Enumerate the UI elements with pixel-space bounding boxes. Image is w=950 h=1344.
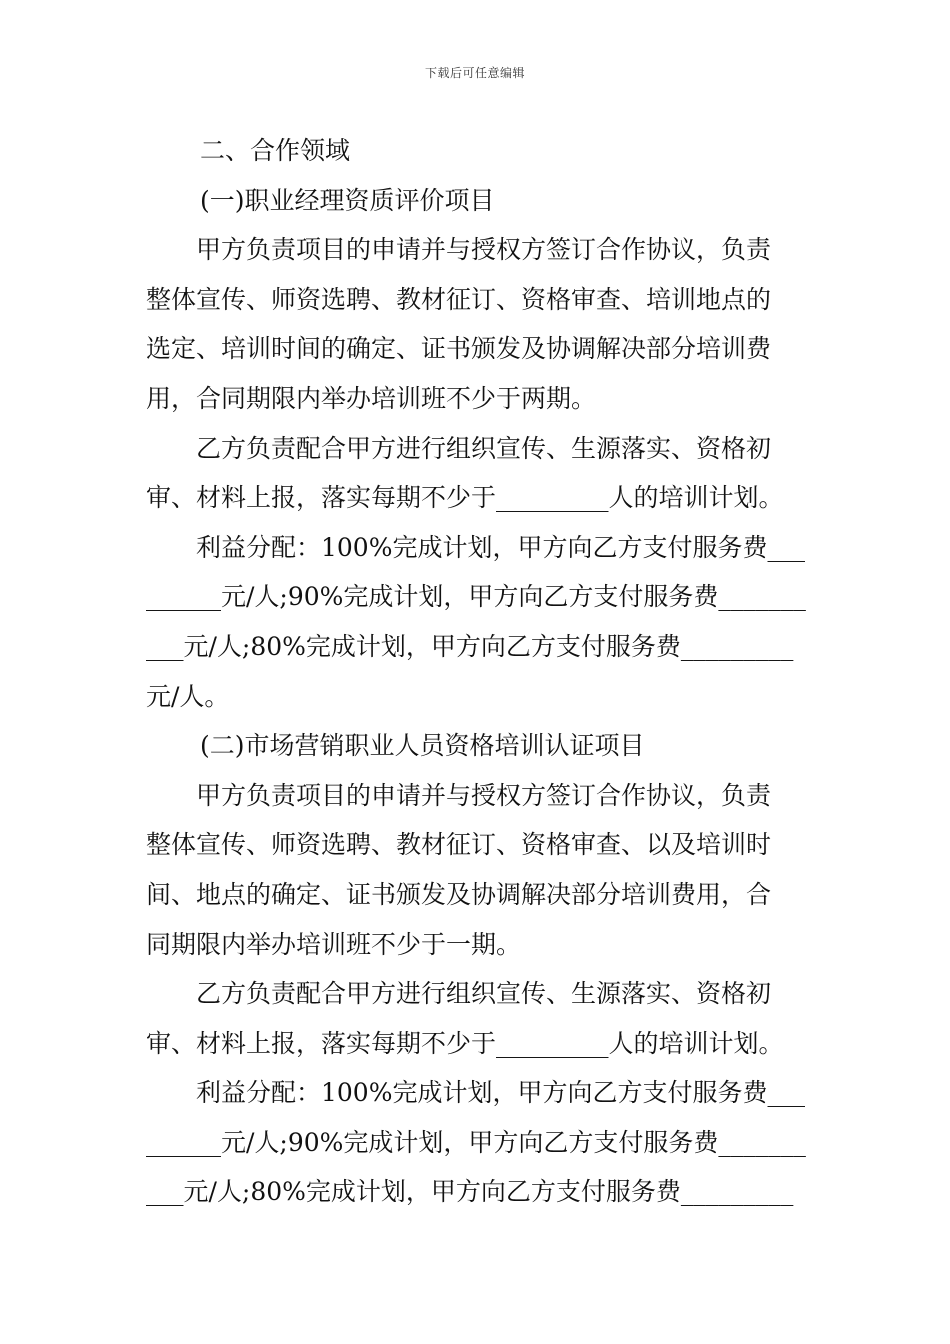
paragraph-line: 同期限内举办培训班不少于一期。 — [146, 929, 522, 959]
paragraph-line: 审、材料上报，落实每期不少于_________人的培训计划。 — [146, 1028, 784, 1058]
paragraph-line: 整体宣传、师资选聘、教材征订、资格审查、以及培训时 — [146, 830, 772, 860]
subsection-heading: (一)职业经理资质评价项目 — [200, 185, 495, 215]
paragraph-line: ______元/人;90%完成计划，甲方向乙方支付服务费_______ — [146, 1127, 806, 1157]
paragraph-line: 利益分配：100%完成计划，甲方向乙方支付服务费___ — [196, 532, 805, 562]
section-heading: 二、合作领域 — [200, 136, 351, 165]
paragraph-line: 利益分配：100%完成计划，甲方向乙方支付服务费___ — [196, 1078, 805, 1108]
paragraph-line: 用，合同期限内举办培训班不少于两期。 — [146, 383, 597, 413]
paragraph-line: 审、材料上报，落实每期不少于_________人的培训计划。 — [146, 483, 784, 513]
paragraph-line: ___元/人;80%完成计划，甲方向乙方支付服务费_________ — [146, 1177, 794, 1207]
paragraph-line: 间、地点的确定、证书颁发及协调解决部分培训费用，合 — [146, 879, 772, 909]
paragraph-line: 元/人。 — [146, 681, 230, 711]
paragraph-line: 选定、培训时间的确定、证书颁发及协调解决部分培训费 — [146, 334, 772, 364]
document-body — [146, 126, 810, 1217]
page-header: 下载后可任意编辑 — [424, 66, 525, 80]
paragraph-line: ______元/人;90%完成计划，甲方向乙方支付服务费_______ — [146, 582, 806, 612]
subsection-heading: (二)市场营销职业人员资格培训认证项目 — [200, 731, 645, 761]
paragraph-line: 乙方负责配合甲方进行组织宣传、生源落实、资格初 — [196, 433, 772, 463]
paragraph-line: 整体宣传、师资选聘、教材征订、资格审查、培训地点的 — [146, 284, 772, 314]
paragraph-line: ___元/人;80%完成计划，甲方向乙方支付服务费_________ — [146, 631, 794, 661]
paragraph-line: 甲方负责项目的申请并与授权方签订合作协议，负责 — [196, 235, 772, 265]
paragraph-line: 乙方负责配合甲方进行组织宣传、生源落实、资格初 — [196, 979, 772, 1009]
paragraph-line: 甲方负责项目的申请并与授权方签订合作协议，负责 — [196, 780, 772, 810]
